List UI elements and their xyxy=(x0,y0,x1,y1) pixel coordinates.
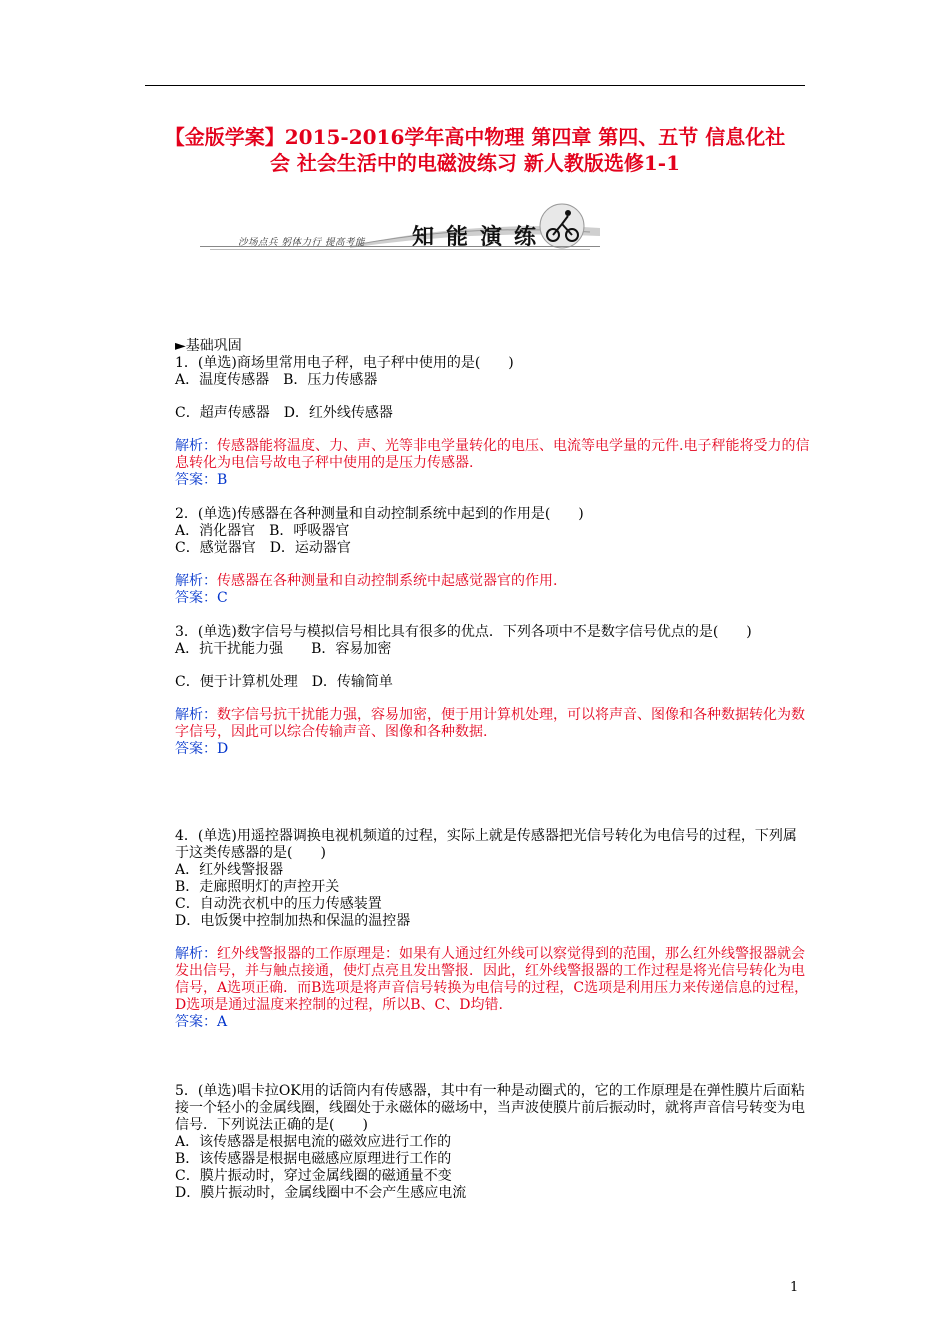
q4-option-b: B．走廊照明灯的声控开关 xyxy=(175,879,340,895)
q3-explanation-text: 数字信号抗干扰能力强，容易加密，便于用计算机处理，可以将声音、图像和各种数据转化为数字信号，因此可以综合传输声音、图像和各种数据. xyxy=(175,707,805,740)
q5-stem: 5．(单选)唱卡拉OK用的话筒内有传感器，其中有一种是动圈式的，它的工作原理是在弹性膜片后面粘接一个轻小的金属线圈，线圈处于永磁体的磁场中，当声波使膜片前后振动时，就将声音信号转变为电信号．下列说法正确的是( ) xyxy=(175,1083,805,1133)
q2-stem: 2．(单选)传感器在各种测量和自动控制系统中起到的作用是( ) xyxy=(175,506,584,522)
q5-option-c: C．膜片振动时，穿过金属线圈的磁通量不变 xyxy=(175,1168,452,1184)
banner-motto: 沙场点兵 躬体力行 提高考能 xyxy=(238,237,366,248)
page-number: 1 xyxy=(790,1280,799,1295)
q3-explanation xyxy=(145,707,810,741)
banner-word: 知能演练 xyxy=(412,224,549,250)
q2-explanation-text: 传感器在各种测量和自动控制系统中起感觉器官的作用. xyxy=(217,573,558,589)
q2-answer: 答案：C xyxy=(175,590,228,606)
q5-option-a: A．该传感器是根据电流的磁效应进行工作的 xyxy=(175,1134,452,1150)
q1-options-2: C．超声传感器 D．红外线传感器 xyxy=(175,405,393,421)
q4-answer: 答案：A xyxy=(175,1014,228,1030)
q1-stem: 1．(单选)商场里常用电子秤，电子秤中使用的是( ) xyxy=(175,355,514,371)
banner-underline-2 xyxy=(210,249,590,250)
q3-options-2: C．便于计算机处理 D．传输简单 xyxy=(175,674,393,690)
banner-underline xyxy=(200,246,600,247)
q4-explanation-text: 红外线警报器的工作原理是：如果有人通过红外线可以察觉得到的范围，那么红外线警报器就会发出信号，并与触点接通，使灯点亮且发出警报．因此，红外线警报器的工作过程是将光信号转化为电信号，A选项正确．而B选项是将声音信号转换为电信号的过程，C选项是利用压力来传递信息的过程，D选项是通过温度来控制的过程，所以B、C、D均错. xyxy=(175,946,809,1013)
q2-explanation-label: 解析： xyxy=(175,573,217,589)
q5-option-d: D．膜片振动时，金属线圈中不会产生感应电流 xyxy=(175,1185,467,1201)
q1-options-1: A．温度传感器 B．压力传感器 xyxy=(175,372,378,388)
q1-explanation xyxy=(145,438,810,472)
q2-options-2: C．感觉器官 D．运动器官 xyxy=(175,540,351,556)
q4-option-c: C．自动洗衣机中的压力传感装置 xyxy=(175,896,382,912)
title-line-2: 会 社会生活中的电磁波练习 新人教版选修1-1 xyxy=(269,151,681,175)
q1-answer: 答案：B xyxy=(175,472,228,488)
q3-answer: 答案：D xyxy=(175,741,229,757)
q4-stem: 4．(单选)用遥控器调换电视机频道的过程，实际上就是传感器把光信号转化为电信号的过程，下列属于这类传感器的是( ) xyxy=(175,828,797,861)
q3-stem: 3．(单选)数字信号与模拟信号相比具有很多的优点．下列各项中不是数字信号优点的是( ) xyxy=(175,624,752,640)
q4-explanation xyxy=(145,946,810,1014)
q3-explanation-label: 解析： xyxy=(175,707,217,723)
document-title xyxy=(145,124,805,176)
q4-option-a: A．红外线警报器 xyxy=(175,862,284,878)
q2-explanation xyxy=(145,573,810,590)
q5-option-b: B．该传感器是根据电磁感应原理进行工作的 xyxy=(175,1151,452,1167)
q1-explanation-text: 传感器能将温度、力、声、光等非电学量转化的电压、电流等电学量的元件.电子秤能将受力的信息转化为电信号故电子秤中使用的是压力传感器. xyxy=(175,438,810,471)
q4-option-d: D．电饭煲中控制加热和保温的温控器 xyxy=(175,913,411,929)
q3-options-1: A．抗干扰能力强 B．容易加密 xyxy=(175,641,392,657)
header-rule xyxy=(145,85,805,86)
section-banner xyxy=(200,198,610,256)
section-heading: ►基础巩固 xyxy=(175,338,242,354)
title-line-1: 【金版学案】2015-2016学年高中物理 第四章 第四、五节 信息化社 xyxy=(164,125,786,149)
q4-explanation-label: 解析： xyxy=(175,946,217,962)
q2-options-1: A．消化器官 B．呼吸器官 xyxy=(175,523,350,539)
q1-explanation-label: 解析： xyxy=(175,438,217,454)
exercise-content xyxy=(145,338,810,1202)
